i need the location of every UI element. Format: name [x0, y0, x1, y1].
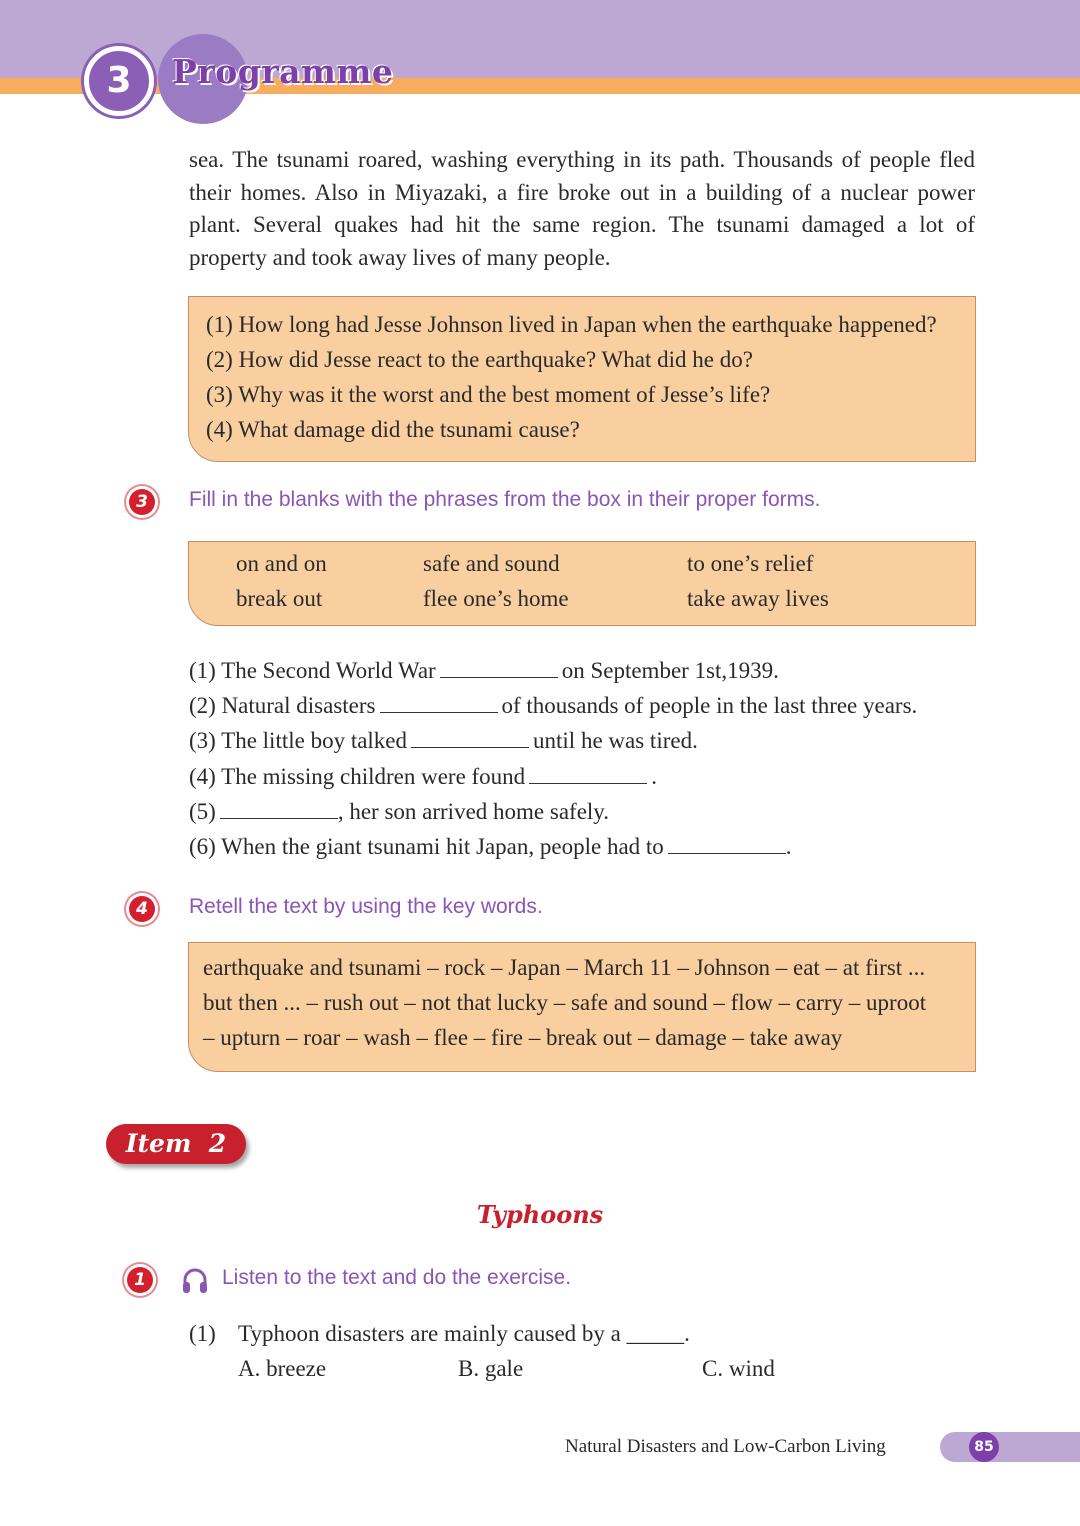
question-number: (1)	[189, 1321, 216, 1346]
option-c[interactable]: C. wind	[702, 1356, 775, 1381]
keywords-line: earthquake and tsunami – rock – Japan – March 11 – Johnson – eat – at first ...	[203, 955, 926, 980]
sentence-end: until he was tired.	[533, 728, 698, 754]
fill-sentence	[189, 723, 917, 758]
phrase-item: to one’s relief	[687, 551, 814, 576]
answer-blank[interactable]	[529, 763, 647, 784]
phrase-item: safe and sound	[423, 551, 560, 576]
sentence-start: (2) Natural disasters	[189, 693, 376, 719]
option-a[interactable]: A. breeze	[238, 1356, 327, 1381]
unit-number-badge: 3	[84, 46, 154, 116]
page-number: 85	[969, 1432, 999, 1462]
phrase-item: break out	[236, 586, 323, 611]
item-label: Item 2	[106, 1124, 246, 1164]
passage-line: property and took away lives of many people.	[189, 244, 611, 270]
fill-sentence	[189, 688, 917, 723]
footer-band	[940, 1432, 1080, 1462]
sentence-start: (4) The missing children were found	[189, 763, 526, 789]
unit-title: Programme	[172, 52, 394, 91]
sentence-end: on September 1st,1939.	[561, 658, 779, 683]
phrase-item: take away lives	[687, 586, 829, 611]
headphones-icon	[181, 1266, 209, 1296]
passage-line: sea. The tsunami roared, washing everything in its path. Thousands of people fled	[189, 147, 975, 172]
answer-blank[interactable]	[411, 727, 529, 748]
section-number-badge: 1	[127, 1267, 153, 1293]
question-text: Typhoon disasters are mainly caused by a _____.	[238, 1321, 690, 1346]
fill-in-sentences	[189, 653, 917, 864]
section-title: Typhoons	[476, 1200, 604, 1229]
question-item: (4) What damage did the tsunami cause?	[206, 417, 580, 442]
answer-blank[interactable]	[440, 657, 558, 678]
section-number-badge: 3	[129, 489, 155, 515]
sentence-start: (1) The Second World War	[189, 658, 436, 683]
keywords-line: – upturn – roar – wash – flee – fire – break out – damage – take away	[203, 1025, 843, 1050]
questions-box	[188, 296, 976, 462]
sentence-end: of thousands of people in the last three years.	[501, 693, 918, 719]
sentence-end: .	[785, 834, 792, 860]
sentence-start: (3) The little boy talked	[189, 728, 408, 754]
phrase-box	[188, 541, 976, 626]
sentence-end: , her son arrived home safely.	[337, 798, 610, 824]
sentence-start: (6) When the giant tsunami hit Japan, people had to	[189, 834, 664, 860]
sentence-start: (5)	[189, 798, 216, 824]
footer-unit-title: Natural Disasters and Low-Carbon Living	[565, 1436, 886, 1457]
section-instruction: Listen to the text and do the exercise.	[222, 1266, 572, 1289]
fill-sentence	[189, 794, 917, 829]
section-instruction: Retell the text by using the key words.	[189, 895, 543, 918]
answer-blank[interactable]	[380, 692, 498, 713]
question-item: (1) How long had Jesse Johnson lived in Japan when the earthquake happened?	[206, 312, 937, 337]
section-number-badge: 4	[129, 896, 155, 922]
sentence-end: .	[651, 763, 657, 789]
fill-sentence	[189, 759, 917, 794]
fill-sentence	[189, 829, 917, 864]
keywords-box	[188, 942, 976, 1072]
phrase-item: on and on	[236, 551, 327, 576]
passage-line: plant. Several quakes had hit the same region. The tsunami damaged a lot of	[189, 212, 975, 237]
option-b[interactable]: B. gale	[458, 1356, 524, 1381]
answer-blank[interactable]	[220, 798, 338, 819]
keywords-line: but then ... – rush out – not that lucky – safe and sound – flow – carry – uproot	[203, 990, 927, 1015]
answer-blank[interactable]	[668, 833, 786, 854]
section-instruction: Fill in the blanks with the phrases from the box in their proper forms.	[189, 488, 821, 511]
passage-line: their homes. Also in Miyazaki, a fire broke out in a building of a nuclear power	[189, 179, 975, 205]
question-item: (2) How did Jesse react to the earthquake? What did he do?	[206, 347, 753, 372]
question-item: (3) Why was it the worst and the best moment of Jesse’s life?	[206, 382, 771, 407]
phrase-item: flee one’s home	[423, 586, 569, 611]
fill-sentence	[189, 653, 917, 688]
passage	[189, 144, 975, 274]
